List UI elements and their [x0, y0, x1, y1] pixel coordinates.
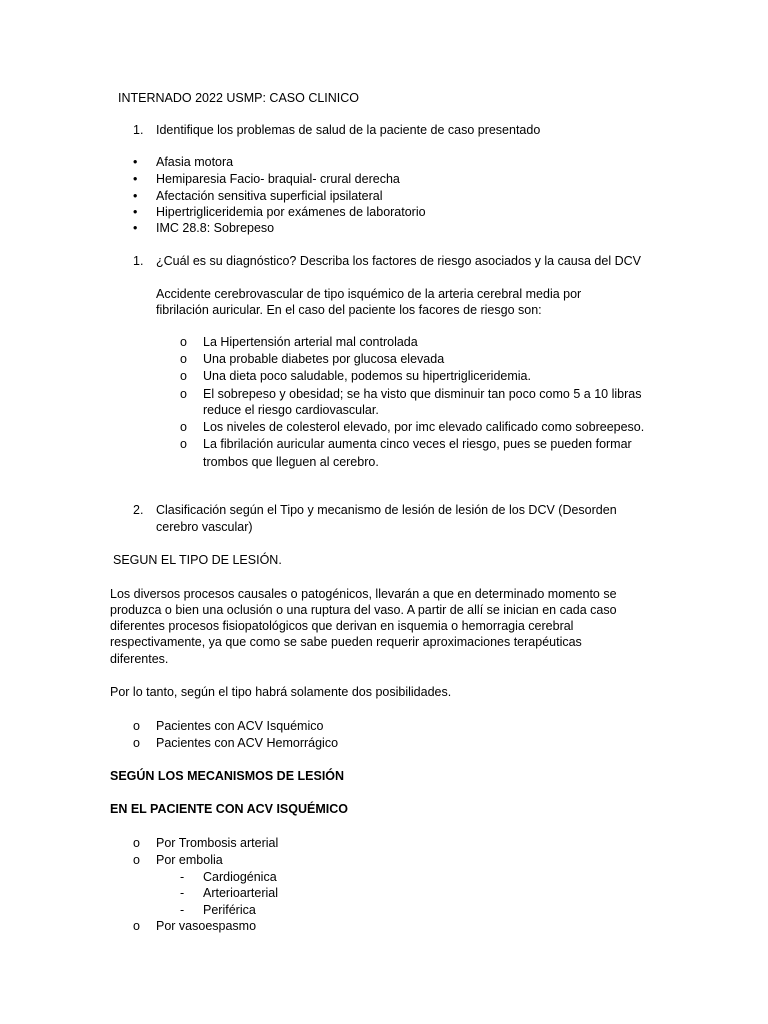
mechanism-item: Por Trombosis arterial [156, 836, 279, 850]
risk-item: La fibrilación auricular aumenta cinco veces el riesgo, pues se pueden formar [203, 437, 632, 451]
answer-line: fibrilación auricular. En el caso del paciente los facores de riesgo son: [156, 303, 542, 317]
paragraph-line: produzca o bien una oclusión o una ruptura del vaso. A partir de allí se inician en cada caso [110, 603, 617, 617]
acv-type-item: Pacientes con ACV Isquémico [156, 719, 324, 733]
embolia-subtype: Cardiogénica [203, 870, 277, 884]
list-item: Afectación sensitiva superficial ipsilateral [156, 189, 383, 203]
embolia-subtype: Periférica [203, 903, 256, 917]
bullet: • [133, 172, 138, 186]
circle-bullet: o [180, 335, 187, 349]
paragraph-line: Los diversos procesos causales o patogénicos, llevarán a que en determinado momento se [110, 587, 617, 601]
list-item: Hipertrigliceridemia por exámenes de laboratorio [156, 205, 426, 219]
circle-bullet: o [180, 420, 187, 434]
mechanism-item: Por vasoespasmo [156, 919, 257, 933]
paragraph-line: diferentes procesos fisiopatológicos que derivan en isquemia o hemorragia cerebral [110, 619, 574, 633]
list-number: 1. [133, 123, 144, 137]
acv-type-item: Pacientes con ACV Hemorrágico [156, 736, 339, 750]
risk-item: Los niveles de colesterol elevado, por imc elevado calificado como sobreepeso. [203, 420, 645, 434]
circle-bullet: o [133, 719, 140, 733]
circle-bullet: o [133, 919, 140, 933]
answer-line: Accidente cerebrovascular de tipo isquémico de la arteria cerebral media por [156, 287, 582, 301]
list-number: 2. [133, 503, 144, 517]
bullet: • [133, 205, 138, 219]
list-item: IMC 28.8: Sobrepeso [156, 221, 275, 235]
list-item: Afasia motora [156, 155, 234, 169]
circle-bullet: o [180, 352, 187, 366]
circle-bullet: o [180, 369, 187, 383]
paragraph-line: diferentes. [110, 652, 169, 666]
question-3-text: Clasificación según el Tipo y mecanismo de lesión de lesión de los DCV (Desorden [156, 503, 617, 517]
risk-item: Una probable diabetes por glucosa elevada [203, 352, 445, 366]
list-number: 1. [133, 254, 144, 268]
risk-item: La Hipertensión arterial mal controlada [203, 335, 418, 349]
section-heading-isquemico: EN EL PACIENTE CON ACV ISQUÉMICO [110, 802, 348, 816]
paragraph-line: respectivamente, ya que como se sabe pueden requerir aproximaciones terapéuticas [110, 635, 582, 649]
question-2-text: ¿Cuál es su diagnóstico? Describa los factores de riesgo asociados y la causa del DCV [156, 254, 641, 268]
section-heading-tipo: SEGUN EL TIPO DE LESIÓN. [113, 553, 282, 567]
list-item: Hemiparesia Facio- braquial- crural derecha [156, 172, 400, 186]
risk-item: El sobrepeso y obesidad; se ha visto que disminuir tan poco como 5 a 10 libras [203, 387, 642, 401]
risk-item-continuation: trombos que lleguen al cerebro. [203, 455, 379, 469]
circle-bullet: o [133, 736, 140, 750]
mechanism-item: Por embolia [156, 853, 223, 867]
circle-bullet: o [180, 387, 187, 401]
embolia-subtype: Arterioarterial [203, 886, 279, 900]
circle-bullet: o [180, 437, 187, 451]
circle-bullet: o [133, 836, 140, 850]
bullet: • [133, 155, 138, 169]
risk-item: Una dieta poco saludable, podemos su hipertrigliceridemia. [203, 369, 531, 383]
risk-item-continuation: reduce el riesgo cardiovascular. [203, 403, 379, 417]
circle-bullet: o [133, 853, 140, 867]
bullet: • [133, 189, 138, 203]
dash-bullet: - [180, 870, 185, 884]
document-title: INTERNADO 2022 USMP: CASO CLINICO [118, 91, 360, 105]
dash-bullet: - [180, 886, 185, 900]
question-1-text: Identifique los problemas de salud de la paciente de caso presentado [156, 123, 541, 137]
section-heading-mecanismos: SEGÚN LOS MECANISMOS DE LESIÓN [110, 769, 345, 783]
question-3-text-continuation: cerebro vascular) [156, 520, 253, 534]
paragraph: Por lo tanto, según el tipo habrá solamente dos posibilidades. [110, 685, 452, 699]
bullet: • [133, 221, 138, 235]
dash-bullet: - [180, 903, 185, 917]
